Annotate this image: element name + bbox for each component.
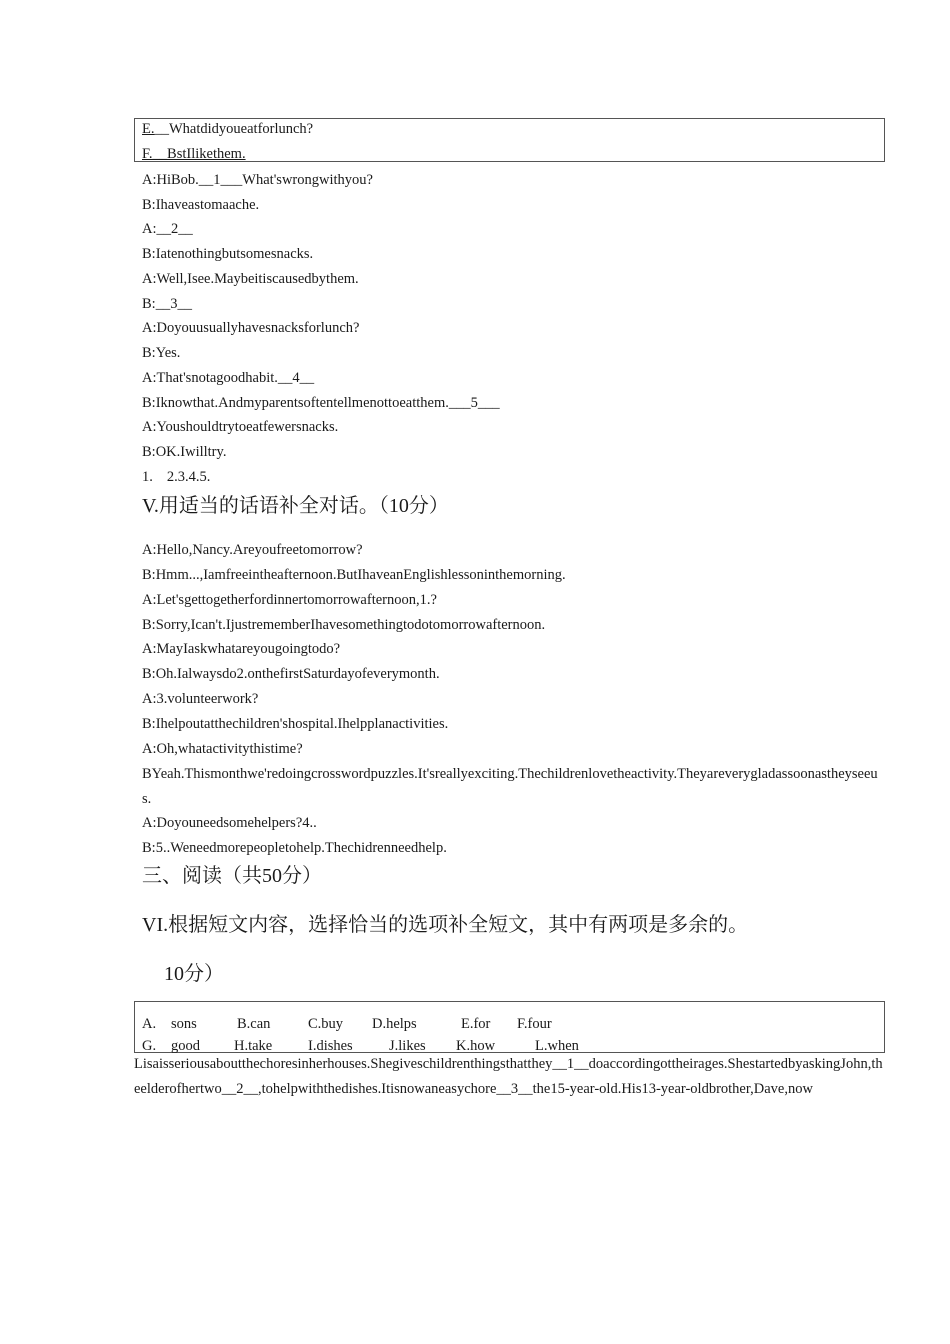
- answer-num: 1.: [142, 469, 153, 485]
- option-e-text: __Whatdidyoueatforlunch?: [154, 121, 314, 137]
- section-6-title: VI.根据短文内容，选择恰当的选项补全短文，其中有两项是多余的。: [142, 914, 749, 936]
- word-bank-item: B.can: [237, 1016, 271, 1032]
- dialogue1-line: A:That'snotagoodhabit.__4__: [142, 370, 315, 386]
- dialogue1-line: A:Doyouusuallyhavesnacksforlunch?: [142, 320, 360, 336]
- dialogue1-line: A:Well,Isee.Maybeitiscausedbythem.: [142, 271, 359, 287]
- word-bank-item: F.four: [517, 1016, 552, 1032]
- dialogue1-line: B:__3__: [142, 296, 192, 312]
- word-bank-item: I.dishes: [308, 1038, 353, 1054]
- dialogue2-line: B:Sorry,Ican't.IjustrememberIhavesomethingtodotomorrowafternoon.: [142, 617, 546, 633]
- option-e-letter: E.: [142, 121, 155, 137]
- word-bank-item: D.helps: [372, 1016, 417, 1032]
- dialogue2-line: A:Doyouneedsomehelpers?4..: [142, 815, 317, 831]
- word-bank-item: A.: [142, 1016, 157, 1032]
- word-bank-item: E.for: [461, 1016, 491, 1032]
- dialogue1-line: B:Ihaveastomaache.: [142, 197, 260, 213]
- dialogue1-line: A:HiBob.__1___What'swrongwithyou?: [142, 172, 373, 188]
- word-bank-item: G.: [142, 1038, 157, 1054]
- dialogue2-line: A:Hello,Nancy.Areyoufreetomorrow?: [142, 542, 363, 558]
- word-bank-item: J.likes: [389, 1038, 426, 1054]
- reading-passage: Lisaisseriousaboutthechoresinherhouses.Shegiveschildrenthingsthatthey__1__doaccordingottheirages.ShestartedbyaskingJohn,theelderofhertwo__2__,tohelpwiththedishes.Itisnowaneasychore__3__the15-year-old.His13-year-oldbrother,Dave,now: [134, 1056, 883, 1097]
- dialogue2-line: A:MayIaskwhatareyougoingtodo?: [142, 641, 341, 657]
- dialogue1-line: B:Yes.: [142, 345, 181, 361]
- dialogue2-line: B:Ihelpoutatthechildren'shospital.Ihelpplanactivities.: [142, 716, 449, 732]
- word-bank-item: sons: [171, 1016, 197, 1032]
- section-3-title: 三、阅读（共50分）: [142, 865, 322, 887]
- word-bank-item: H.take: [234, 1038, 273, 1054]
- dialogue1-line: B:Iknowthat.Andmyparentsoftentellmenottoeatthem.___5___: [142, 395, 500, 411]
- answer-line: [142, 468, 210, 486]
- dialogue2-line: B:Oh.Ialwaysdo2.onthefirstSaturdayofeverymonth.: [142, 666, 440, 682]
- word-bank-item: C.buy: [308, 1016, 344, 1032]
- dialogue1-line: B:Iatenothingbutsomesnacks.: [142, 246, 314, 262]
- option-f: [142, 145, 246, 163]
- dialogue1-line: A:__2__: [142, 221, 193, 237]
- option-f-letter: F.: [142, 146, 153, 162]
- option-e: [142, 120, 313, 138]
- dialogue2-line: A:Oh,whatactivitythistime?: [142, 741, 303, 757]
- dialogue2-line: B:Hmm...,Iamfreeintheafternoon.ButIhaveanEnglishlessoninthemorning.: [142, 567, 566, 583]
- section-5-title: V.用适当的话语补全对话。（10分）: [142, 495, 449, 517]
- dialogue2-line: A:3.volunteerwork?: [142, 691, 259, 707]
- section-6-score: 10分）: [164, 963, 224, 985]
- word-bank-item: good: [171, 1038, 200, 1054]
- word-bank-item: K.how: [456, 1038, 496, 1054]
- option-f-text: __BstIlikethem.: [152, 146, 246, 162]
- word-bank-item: L.when: [535, 1038, 579, 1054]
- dialogue1-line: B:OK.Iwilltry.: [142, 444, 227, 460]
- dialogue2-line: B:5..Weneedmorepeopletohelp.Thechidrenneedhelp.: [142, 840, 447, 856]
- dialogue2-line: A:Let'sgettogetherfordinnertomorrowafternoon,1.?: [142, 592, 437, 608]
- dialogue2-long-line: BYeah.Thismonthwe'redoingcrosswordpuzzles.It'sreallyexciting.Thechildrenlovetheactivity.Theyareverygladassoonastheyseeus.: [142, 766, 878, 807]
- answer-rest: 2.3.4.5.: [166, 469, 211, 485]
- dialogue1-line: A:Youshouldtrytoeatfewersnacks.: [142, 419, 339, 435]
